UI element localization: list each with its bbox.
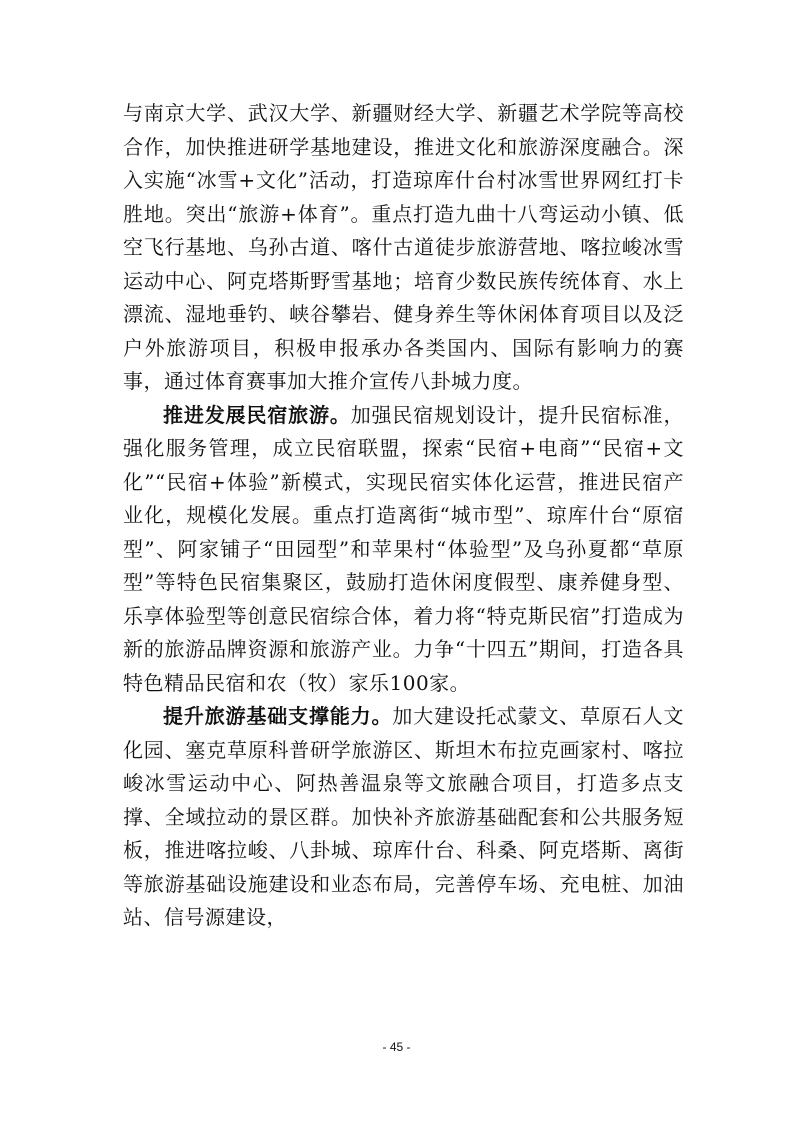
paragraph-1 [123,97,684,399]
paragraph-2-heading: 推进发展民宿旅游。 [163,402,351,427]
paragraph-3 [123,700,684,935]
paragraph-2 [123,399,684,701]
body-text [123,97,684,935]
paragraph-2-text: 加强民宿规划设计，提升民宿标准，强化服务管理，成立民宿联盟，探索“民宿+电商”“民宿+文化”“民宿+体验”新模式，实现民宿实体化运营，推进民宿产业化，规模化发展。重点打造离街“城市型”、琼库什台“原宿型”、阿家铺子“田园型”和苹果村“体验型”及乌孙夏都“草原型”等特色民宿集聚区，鼓励打造休闲度假型、康养健身型、乐享体验型等创意民宿综合体，着力将“特克斯民宿”打造成为新的旅游品牌资源和旅游产业。力争“十四五”期间，打造各具特色精品民宿和农（牧）家乐100家。 [123,402,684,695]
paragraph-3-heading: 提升旅游基础支撑能力。 [163,704,393,728]
page-number: - 45 - [382,1040,411,1054]
paragraph-1-text: 与南京大学、武汉大学、新疆财经大学、新疆艺术学院等高校合作，加快推进研学基地建设，推进文化和旅游深度融合。深入实施“冰雪+文化”活动，打造琼库什台村冰雪世界网红打卡胜地。突出“旅游+体育”。重点打造九曲十八弯运动小镇、低空飞行基地、乌孙古道、喀什古道徒步旅游营地、喀拉峻冰雪运动中心、阿克塔斯野雪基地；培育少数民族传统体育、水上漂流、湿地垂钓、峡谷攀岩、健身养生等休闲体育项目以及泛户外旅游项目，积极申报承办各类国内、国际有影响力的赛事，通过体育赛事加大推介宣传八卦城力度。 [123,101,684,393]
paragraph-3-text: 加大建设托忒蒙文、草原石人文化园、塞克草原科普研学旅游区、斯坦木布拉克画家村、喀拉峻冰雪运动中心、阿热善温泉等文旅融合项目，打造多点支撑、全域拉动的景区群。加快补齐旅游基础配套和公共服务短板，推进喀拉峻、八卦城、琼库什台、科桑、阿克塔斯、离街等旅游基础设施建设和业态布局，完善停车场、充电桩、加油站、信号源建设， [123,704,685,929]
